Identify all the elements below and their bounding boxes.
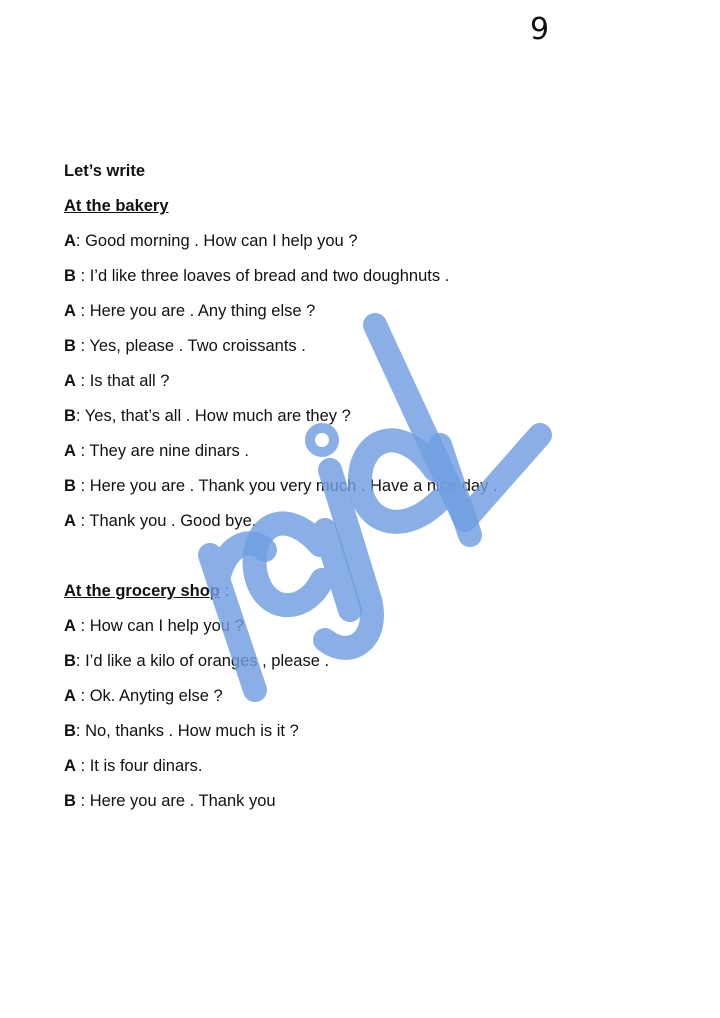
page-title: Let’s write xyxy=(64,162,145,180)
separator: : xyxy=(75,512,90,530)
dialogue-text: Is that all ? xyxy=(89,372,170,390)
separator: : xyxy=(75,687,90,705)
separator: : xyxy=(75,757,90,775)
speaker-label: A xyxy=(64,687,76,705)
section-heading-grocery xyxy=(64,580,664,615)
separator: : xyxy=(75,477,90,495)
separator: : xyxy=(75,652,86,670)
separator: : xyxy=(75,407,85,425)
speaker-label: A xyxy=(64,442,76,460)
dialogue-text: Here you are . Any thing else ? xyxy=(89,302,316,320)
speaker-label: A xyxy=(64,372,76,390)
speaker-label: B xyxy=(64,267,76,285)
dialogue-line xyxy=(64,790,664,825)
dialogue-text: I’d like a kilo of oranges , please . xyxy=(85,652,330,670)
dialogue-text: Thank you . Good bye. xyxy=(89,512,257,530)
dialogue-text: It is four dinars. xyxy=(89,757,203,775)
dialogue-text: Good morning . How can I help you ? xyxy=(85,232,358,250)
separator: : xyxy=(75,617,90,635)
speaker-label: A xyxy=(64,302,76,320)
page-number: 9 xyxy=(530,12,550,47)
separator: : xyxy=(75,267,90,285)
section-spacer xyxy=(64,545,664,580)
dialogue-line xyxy=(64,230,664,265)
dialogue-line xyxy=(64,405,664,440)
dialogue-line xyxy=(64,440,664,475)
dialogue-text: Here you are . Thank you xyxy=(89,792,276,810)
speaker-label: B xyxy=(64,652,76,670)
separator: : xyxy=(75,722,86,740)
dialogue-text: Yes, that’s all . How much are they ? xyxy=(84,407,351,425)
section-heading-bakery: At the bakery xyxy=(64,197,169,215)
separator: : xyxy=(75,232,86,250)
speaker-label: A xyxy=(64,617,76,635)
dialogue-text: How can I help you ? xyxy=(89,617,244,635)
dialogue-text: No, thanks . How much is it ? xyxy=(85,722,299,740)
dialogue-line xyxy=(64,475,664,510)
dialogue-text: I’d like three loaves of bread and two doughnuts . xyxy=(89,267,450,285)
separator: : xyxy=(75,792,90,810)
dialogue-line xyxy=(64,720,664,755)
dialogue-text: They are nine dinars . xyxy=(89,442,249,460)
dialogue-line xyxy=(64,510,664,545)
dialogue-line xyxy=(64,265,664,300)
section-heading-suffix: : xyxy=(219,582,230,600)
dialogue-text: Yes, please . Two croissants . xyxy=(89,337,306,355)
speaker-label: B xyxy=(64,722,76,740)
document-body xyxy=(64,160,664,825)
dialogue-line xyxy=(64,300,664,335)
speaker-label: B xyxy=(64,792,76,810)
separator: : xyxy=(75,337,90,355)
dialogue-line xyxy=(64,650,664,685)
dialogue-line xyxy=(64,335,664,370)
speaker-label: B xyxy=(64,407,76,425)
dialogue-text: Here you are . Thank you very much . Have a nice day . xyxy=(89,477,498,495)
section-heading-text: At the grocery shop xyxy=(64,582,220,600)
speaker-label: B xyxy=(64,477,76,495)
separator: : xyxy=(75,442,90,460)
dialogue-line xyxy=(64,370,664,405)
dialogue-line xyxy=(64,685,664,720)
speaker-label: A xyxy=(64,512,76,530)
dialogue-text: Ok. Anyting else ? xyxy=(89,687,223,705)
speaker-label: B xyxy=(64,337,76,355)
dialogue-line xyxy=(64,755,664,790)
speaker-label: A xyxy=(64,757,76,775)
separator: : xyxy=(75,372,90,390)
dialogue-line xyxy=(64,615,664,650)
separator: : xyxy=(75,302,90,320)
speaker-label: A xyxy=(64,232,76,250)
